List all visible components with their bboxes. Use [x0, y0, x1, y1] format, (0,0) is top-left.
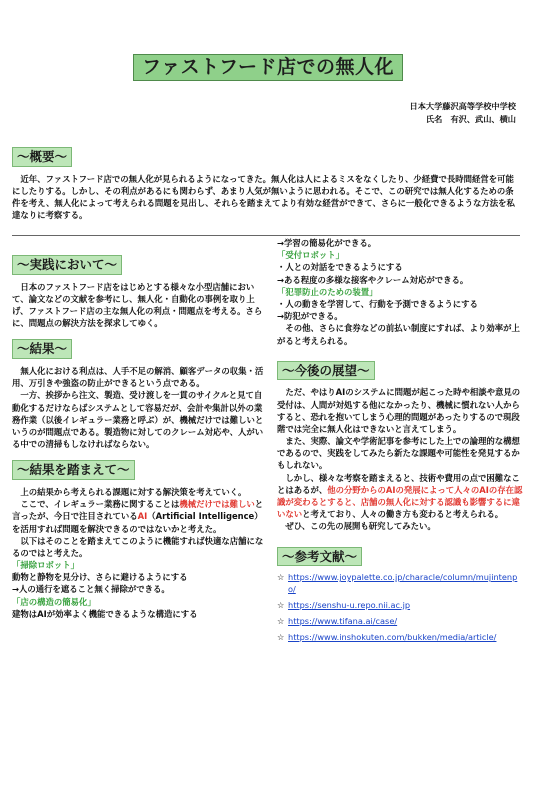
practice-heading: 〜実践において〜: [12, 255, 122, 275]
reference-link[interactable]: https://senshu-u.repo.nii.ac.jp: [288, 599, 411, 610]
results-heading: 〜結果〜: [12, 339, 72, 359]
results-section: [12, 339, 264, 450]
item-reception-robot-l2: →ある程度の多様な接客やクレーム対応ができる。: [277, 274, 469, 285]
reference-item: [277, 600, 523, 612]
item-crime-device-title: 「犯罪防止のための装置」: [277, 286, 378, 297]
reference-link[interactable]: https://www.inshokuten.com/bukken/media/article/: [288, 631, 497, 642]
future-p1: ただ、やはりAIのシステムに問題が起こった時や相談や意見の受付は、人間が対処する他になかったり、機械に慣れない人からすると、恐れを抱いてしまう心理的問題があったりするので現段階では完全に無人化はできないと言えてしまう。: [277, 387, 521, 434]
star-icon: ☆: [277, 631, 285, 642]
future-p3-red: 他の分野からのAIの発展によって人々のAIの存在認識が変わるとすると、店舗の無人化に対する認識も影響するに違いない: [277, 484, 523, 520]
star-icon: ☆: [277, 599, 285, 610]
based-on-p3: 以下はそのことを踏まえてこのように機能すれば快適な店舗になるのではと考えた。: [12, 535, 264, 558]
item-reception-robot-l1: ・人との対話をできるようにする: [277, 262, 403, 273]
item-cleaning-robot-title: 「掃除ロボット」: [12, 560, 79, 571]
item-crime-device-l1: ・人の動きを学習して、行動を予測できるようにする: [277, 298, 478, 309]
based-on-p2-a: ここで、イレギュラー業務に関することは: [20, 499, 180, 510]
item-crime-device-l2: →防犯ができる。: [277, 311, 343, 322]
results-p2: 一方、挨拶から注文、製造、受け渡しを一貫のサイクルと見て自動化するだけならばシステムとして容易だが、会計や集計以外の業務作業（以後イレギュラー業務と呼ぶ）が、機械だけでは難しいというのが問題点である。製造物に対してのクレーム対応や、人がいる中での清掃もしなければならない。: [12, 390, 264, 450]
based-on-p1: 上の結果から考えられる課題に対する解決策を考えていく。: [20, 486, 247, 497]
references-section: [277, 547, 523, 644]
based-on-p2-b: と言ったが、今日で注目されている: [12, 499, 264, 522]
based-on-section: [12, 460, 264, 620]
item-structure-title: 「店の構造の簡易化」: [12, 596, 96, 607]
future-p3-a: しかし、様々な考察を踏まえると、技術や費用の点で困難なことはあるが、: [277, 472, 520, 495]
results-p1: 無人化における利点は、人手不足の解消、顧客データの収集・活用、万引きや強盗の防止ができるという点である。: [12, 366, 264, 389]
practice-body: 日本のファストフード店をはじめとする様々な小型店舗において、論文などの文献を参考にし、無人化・自動化の事例を取り上げ、ファストフード店の主な無人化の利点・問題点を考える。さらに、問題点の解決方法を探求してゆく。: [12, 281, 263, 329]
reference-link[interactable]: https://www.tifana.ai/case/: [288, 615, 398, 626]
school-name: 日本大学藤沢高等学校中学校: [409, 101, 516, 111]
based-on-p2-c: （Artificial Intelligence）を活用すれば問題を解決できるのではないかと考えた。: [12, 511, 263, 534]
item-cleaning-robot-l1: 動物と静物を見分け、さらに避けるようにする: [12, 572, 188, 583]
overview-section: [12, 147, 520, 221]
author-names: 氏名 有沢、武山、横山: [425, 114, 516, 125]
reference-link[interactable]: https://www.joypalette.co.jp/characle/column/mujintenpo/: [288, 572, 518, 595]
item-structure-l2: →学習の簡易化ができる。: [277, 238, 377, 248]
reference-item: [277, 616, 523, 628]
future-p3-b: と考えており、人々の働き方も変わると考えられる。: [302, 509, 504, 520]
future-p3: [277, 472, 523, 521]
item-reception-robot-title: 「受付ロボット」: [277, 250, 344, 261]
based-on-p2-ai: AI: [137, 511, 148, 522]
future-p4: ぜひ、この先の展開も研究してみたい。: [285, 521, 436, 532]
author-block: [410, 100, 516, 126]
reference-item: [277, 572, 523, 596]
poster-title: ファストフード店での無人化: [133, 54, 403, 81]
future-heading: 〜今後の展望〜: [277, 361, 375, 381]
left-column: [12, 255, 264, 630]
overview-body: 近年、ファストフード店での無人化が見られるようになってきた。無人化は人によるミスをなくしたり、少経費で長時間経営を可能にしたりする。しかし、その利点があるにも関わらず、あまり人気が無いように思われる。そこで、この研究では無人化するための条件を考え、無人化によって考えられる問題を見出し、それらを踏まえてより有効な経営ができて、さらに一般化できるような方法を私達なりに考察する。: [12, 173, 515, 221]
overview-heading: 〜概要〜: [12, 147, 72, 167]
future-p2: また、実際、論文や学術記事を参考にした上での論理的な構想であるので、実践をしてみたら新たな課題や可能性を発見するかもしれない。: [277, 436, 520, 471]
right-column: [277, 237, 523, 654]
item-cleaning-robot-l2: →人の通行を遮ること無く掃除ができる。: [12, 584, 170, 595]
based-on-p2-red: 機械だけでは難しい: [179, 499, 255, 510]
ideas-continued: [277, 237, 523, 347]
references-heading: 〜参考文献〜: [277, 547, 362, 567]
section-divider: [12, 235, 520, 236]
future-section: [277, 361, 523, 533]
reference-item: [277, 632, 523, 644]
practice-section: [12, 255, 264, 329]
item-structure-l1: 建物はAIが効率よく機能できるような構造にする: [12, 608, 198, 619]
star-icon: ☆: [277, 572, 285, 583]
star-icon: ☆: [277, 615, 285, 626]
based-on-p2: [12, 498, 264, 535]
based-on-heading: 〜結果を踏まえて〜: [12, 460, 135, 480]
ideas-closing: その他、さらに食券などの前払い制度にすれば、より効率が上がると考えられる。: [277, 323, 520, 346]
